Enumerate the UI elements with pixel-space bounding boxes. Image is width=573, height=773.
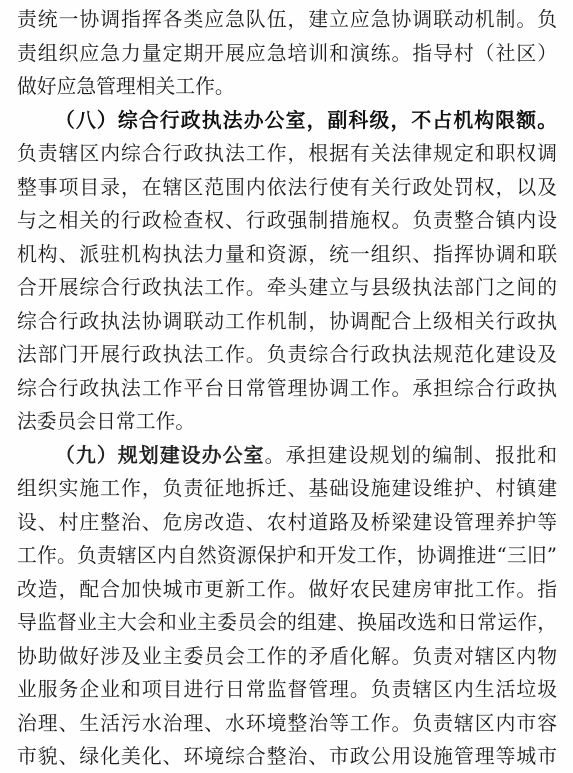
text-line: 法部门开展行政执法工作。负责综合行政执法规范化建设及 [17, 343, 557, 366]
text-line: 做好应急管理相关工作。 [17, 75, 235, 98]
text-line: 工作。负责辖区内自然资源保护和开发工作，协调推进“三旧” [17, 544, 557, 567]
section-line-9 [55, 442, 557, 470]
text-line: 合开展综合行政执法工作。牵头建立与县级执法部门之间的 [17, 276, 557, 299]
text-line: 市貌、绿化美化、环境综合整治、市政公用设施管理等城市 [17, 745, 557, 768]
text-line: 责统一协调指挥各类应急队伍，建立应急协调联动机制。负 [17, 8, 557, 31]
text-line: 综合行政执法工作平台日常管理协调工作。承担综合行政执 [17, 376, 557, 400]
text-line: 导监督业主大会和业主委员会的组建、换届改选和日常运作， [17, 611, 557, 634]
text-line: 协助做好涉及业主委员会工作的矛盾化解。负责对辖区内物 [17, 644, 557, 668]
text-line: 整事项目录，在辖区范围内依法行使有关行政处罚权，以及 [17, 175, 557, 199]
text-line: 综合行政执法协调联动工作机制，协调配合上级相关行政执 [17, 309, 557, 333]
text-line: 法委员会日常工作。 [17, 410, 196, 433]
text-line: 与之相关的行政检查权、行政强制措施权。负责整合镇内设 [17, 209, 557, 232]
text-line: 治理、生活污水治理、水环境整治等工作。负责辖区内市容 [17, 711, 557, 735]
text-line: 责组织应急力量定期开展应急培训和演练。指导村（社区） [17, 41, 557, 65]
text-line: 组织实施工作，负责征地拆迁、基础设施建设维护、村镇建 [17, 477, 557, 500]
text-line: 改造，配合加快城市更新工作。做好农民建房审批工作。指 [17, 577, 557, 601]
text-line: 业服务企业和项目进行日常监督管理。负责辖区内生活垃圾 [17, 678, 557, 701]
text-line: 机构、派驻机构执法力量和资源，统一组织、指挥协调和联 [17, 242, 557, 266]
text-line: 设、村庄整治、危房改造、农村道路及桥梁建设管理养护等 [17, 510, 557, 534]
section-heading-9: （九）规划建设办公室 [55, 443, 265, 467]
text-line: 负责辖区内综合行政执法工作，根据有关法律规定和职权调 [17, 142, 557, 165]
section-heading-8: （八）综合行政执法办公室，副科级，不占机构限额。 [55, 108, 557, 132]
section-text-9: 。承担建设规划的编制、报批和 [264, 443, 557, 467]
